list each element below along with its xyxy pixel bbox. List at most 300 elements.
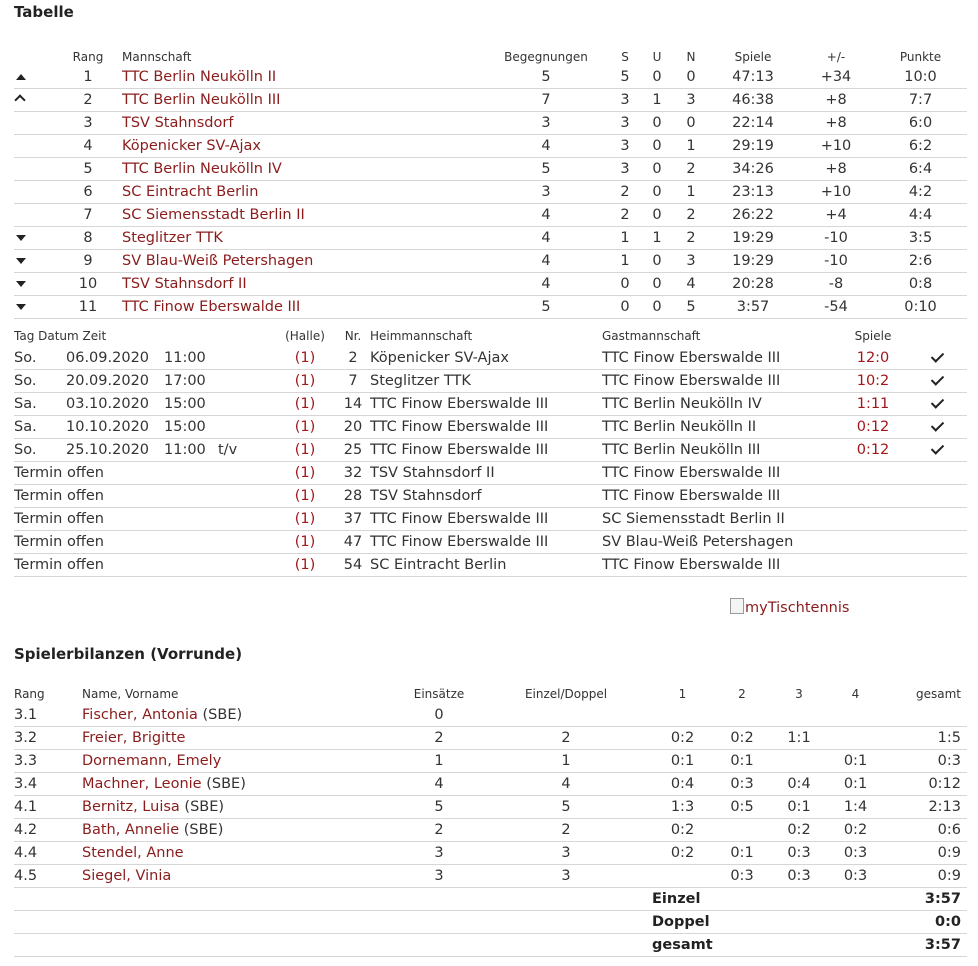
standings-row xyxy=(14,66,967,89)
team-link[interactable]: TTC Berlin Neukölln III xyxy=(122,92,281,108)
header-einzel-doppel: Einzel/Doppel xyxy=(524,687,608,701)
einsaetze: 3 xyxy=(398,842,480,865)
halle-cell xyxy=(274,508,336,531)
heimmannschaft: TTC Finow Eberswalde III xyxy=(370,393,602,416)
spiele: 29:19 xyxy=(708,135,798,158)
date-time-cell xyxy=(14,462,274,485)
match-result-link[interactable]: 0:12 xyxy=(856,442,890,458)
heimmannschaft: SC Eintracht Berlin xyxy=(370,554,602,577)
niederlagen: 3 xyxy=(674,250,708,273)
position-2: 0:3 xyxy=(713,865,771,888)
player-row xyxy=(14,727,967,750)
einzel-doppel xyxy=(480,704,652,727)
checkmark-icon xyxy=(931,441,944,454)
trend-cell xyxy=(14,112,54,135)
heimmannschaft: TTC Finow Eberswalde III xyxy=(370,416,602,439)
punkte: 3:5 xyxy=(874,227,967,250)
termin-offen: Termin offen xyxy=(14,557,104,573)
punkte: 0:8 xyxy=(874,273,967,296)
differenz: +10 xyxy=(798,181,874,204)
trend-down-icon xyxy=(16,235,26,241)
position-4: 0:3 xyxy=(827,865,884,888)
time: 11:00 xyxy=(164,442,206,458)
header-position-4: 4 xyxy=(851,687,860,701)
punkte: 6:2 xyxy=(874,135,967,158)
siege: 2 xyxy=(610,181,640,204)
position-1: 0:2 xyxy=(652,819,713,842)
halle-cell xyxy=(274,462,336,485)
player-name-cell xyxy=(82,819,398,842)
player-name-cell xyxy=(82,704,398,727)
position-2: 0:5 xyxy=(713,796,771,819)
summary-value: 3:57 xyxy=(884,934,967,957)
player-name-cell xyxy=(82,796,398,819)
einsaetze: 5 xyxy=(398,796,480,819)
gesamt: 0:6 xyxy=(884,819,967,842)
approval-cell xyxy=(908,531,967,554)
spiele-cell xyxy=(838,485,908,508)
header-n: N xyxy=(686,50,696,64)
begegnungen: 3 xyxy=(482,112,610,135)
match-nr: 47 xyxy=(336,531,370,554)
team-cell xyxy=(122,112,482,135)
niederlagen: 2 xyxy=(674,227,708,250)
halle-cell xyxy=(274,416,336,439)
match-row xyxy=(14,370,967,393)
team-link[interactable]: TTC Berlin Neukölln II xyxy=(122,69,277,85)
unentschieden: 1 xyxy=(640,227,674,250)
siege: 0 xyxy=(610,296,640,319)
position-3: 0:1 xyxy=(771,796,827,819)
date-time-cell xyxy=(14,508,274,531)
player-row xyxy=(14,704,967,727)
begegnungen: 5 xyxy=(482,66,610,89)
begegnungen: 4 xyxy=(482,204,610,227)
team-link[interactable]: SV Blau-Weiß Petershagen xyxy=(122,253,314,269)
match-row xyxy=(14,393,967,416)
approval-cell xyxy=(908,485,967,508)
player-link[interactable]: Machner, Leonie xyxy=(82,776,202,792)
standings-table xyxy=(14,43,967,319)
match-nr: 7 xyxy=(336,370,370,393)
einsaetze: 2 xyxy=(398,727,480,750)
mytischtennis-logo[interactable] xyxy=(730,598,849,616)
halle-link[interactable]: (1) xyxy=(294,488,316,504)
spiele: 19:29 xyxy=(708,227,798,250)
match-result-link[interactable]: 12:0 xyxy=(856,350,890,366)
approval-cell xyxy=(908,370,967,393)
player-link[interactable]: Bernitz, Luisa xyxy=(82,799,180,815)
checkmark-icon xyxy=(931,349,944,362)
approval-cell xyxy=(908,347,967,370)
position-4 xyxy=(827,727,884,750)
standings-row xyxy=(14,181,967,204)
differenz: -10 xyxy=(798,250,874,273)
trend-down-icon xyxy=(16,281,26,287)
spiele: 23:13 xyxy=(708,181,798,204)
siege: 1 xyxy=(610,250,640,273)
niederlagen: 3 xyxy=(674,89,708,112)
gastmannschaft: TTC Berlin Neukölln II xyxy=(602,416,838,439)
termin-offen: Termin offen xyxy=(14,511,104,527)
unentschieden: 0 xyxy=(640,296,674,319)
punkte: 7:7 xyxy=(874,89,967,112)
differenz: +8 xyxy=(798,158,874,181)
position-4: 0:1 xyxy=(827,773,884,796)
heimmannschaft: Köpenicker SV-Ajax xyxy=(370,347,602,370)
einzel-doppel: 2 xyxy=(480,727,652,750)
halle-cell xyxy=(274,393,336,416)
player-rang: 3.3 xyxy=(14,750,82,773)
gesamt: 0:9 xyxy=(884,865,967,888)
standings-row xyxy=(14,112,967,135)
differenz: +8 xyxy=(798,112,874,135)
approval-cell xyxy=(908,554,967,577)
match-row xyxy=(14,531,967,554)
gastmannschaft: SC Siemensstadt Berlin II xyxy=(602,508,838,531)
header-heimmannschaft: Heimmannschaft xyxy=(370,329,473,343)
halle-link[interactable]: (1) xyxy=(294,511,316,527)
halle-link[interactable]: (1) xyxy=(294,373,316,389)
header-gesamt: gesamt xyxy=(916,687,961,701)
position-2 xyxy=(713,704,771,727)
team-cell xyxy=(122,250,482,273)
standings-row xyxy=(14,89,967,112)
match-result-link[interactable]: 0:12 xyxy=(856,419,890,435)
date-time-cell xyxy=(14,554,274,577)
weekday: So. xyxy=(14,373,37,389)
team-cell xyxy=(122,204,482,227)
punkte: 0:10 xyxy=(874,296,967,319)
team-cell xyxy=(122,89,482,112)
trend-cell xyxy=(14,250,54,273)
position-2: 0:1 xyxy=(713,750,771,773)
team-link[interactable]: TTC Berlin Neukölln IV xyxy=(122,161,282,177)
match-nr: 28 xyxy=(336,485,370,508)
niederlagen: 4 xyxy=(674,273,708,296)
trend-up-caret-icon xyxy=(14,94,25,105)
date: 06.09.2020 xyxy=(66,350,150,366)
differenz: +34 xyxy=(798,66,874,89)
weekday: Sa. xyxy=(14,396,37,412)
punkte: 10:0 xyxy=(874,66,967,89)
differenz: -8 xyxy=(798,273,874,296)
position-1: 0:1 xyxy=(652,750,713,773)
header-position-3: 3 xyxy=(795,687,803,701)
einzel-doppel: 4 xyxy=(480,773,652,796)
spiele: 47:13 xyxy=(708,66,798,89)
niederlagen: 0 xyxy=(674,112,708,135)
player-link[interactable]: Stendel, Anne xyxy=(82,845,184,861)
match-row xyxy=(14,554,967,577)
halle-link[interactable]: (1) xyxy=(294,465,316,481)
niederlagen: 1 xyxy=(674,181,708,204)
niederlagen: 5 xyxy=(674,296,708,319)
date-time-cell xyxy=(14,485,274,508)
header-nr: Nr. xyxy=(344,329,362,343)
rang: 8 xyxy=(54,227,122,250)
date: 20.09.2020 xyxy=(66,373,150,389)
rang: 11 xyxy=(54,296,122,319)
halle-link[interactable]: (1) xyxy=(294,419,316,435)
gastmannschaft: TTC Berlin Neukölln III xyxy=(602,439,838,462)
player-link[interactable]: Bath, Annelie xyxy=(82,822,180,838)
team-link[interactable]: TSV Stahnsdorf II xyxy=(122,276,247,292)
halle-link[interactable]: (1) xyxy=(294,350,316,366)
team-cell xyxy=(122,66,482,89)
player-name-cell xyxy=(82,773,398,796)
position-3 xyxy=(771,704,827,727)
einzel-doppel: 2 xyxy=(480,819,652,842)
unentschieden: 0 xyxy=(640,204,674,227)
checkmark-icon xyxy=(931,418,944,431)
approval-cell xyxy=(908,508,967,531)
gastmannschaft: TTC Finow Eberswalde III xyxy=(602,370,838,393)
halle-link[interactable]: (1) xyxy=(294,396,316,412)
begegnungen: 4 xyxy=(482,227,610,250)
niederlagen: 2 xyxy=(674,204,708,227)
player-link[interactable]: Siegel, Vinia xyxy=(82,868,172,884)
date-time-cell xyxy=(14,393,274,416)
approval-cell xyxy=(908,416,967,439)
sbe-tag: (SBE) xyxy=(202,707,243,723)
termin-offen: Termin offen xyxy=(14,488,104,504)
rang: 5 xyxy=(54,158,122,181)
begegnungen: 4 xyxy=(482,273,610,296)
match-nr: 37 xyxy=(336,508,370,531)
header-position-2: 2 xyxy=(738,687,746,701)
gastmannschaft: SV Blau-Weiß Petershagen xyxy=(602,531,838,554)
match-row xyxy=(14,439,967,462)
trend-down-icon xyxy=(16,304,26,310)
gastmannschaft: TTC Finow Eberswalde III xyxy=(602,347,838,370)
begegnungen: 3 xyxy=(482,181,610,204)
team-link[interactable]: Köpenicker SV-Ajax xyxy=(122,138,261,154)
player-rang: 3.1 xyxy=(14,704,82,727)
halle-link[interactable]: (1) xyxy=(294,534,316,550)
begegnungen: 4 xyxy=(482,135,610,158)
position-2: 0:1 xyxy=(713,842,771,865)
player-rang: 3.4 xyxy=(14,773,82,796)
begegnungen: 5 xyxy=(482,158,610,181)
differenz: -54 xyxy=(798,296,874,319)
player-row xyxy=(14,750,967,773)
header-rang: Rang xyxy=(14,687,45,701)
trend-cell xyxy=(14,66,54,89)
player-row xyxy=(14,842,967,865)
position-3: 0:3 xyxy=(771,865,827,888)
standings-row xyxy=(14,227,967,250)
einsaetze: 4 xyxy=(398,773,480,796)
player-name-cell xyxy=(82,865,398,888)
sbe-tag: (SBE) xyxy=(183,822,224,838)
standings-row xyxy=(14,296,967,319)
niederlagen: 1 xyxy=(674,135,708,158)
player-name-cell xyxy=(82,842,398,865)
team-link[interactable]: Steglitzer TTK xyxy=(122,230,223,246)
einsaetze: 1 xyxy=(398,750,480,773)
date: 25.10.2020 xyxy=(66,442,150,458)
punkte: 4:4 xyxy=(874,204,967,227)
match-nr: 54 xyxy=(336,554,370,577)
position-4: 1:4 xyxy=(827,796,884,819)
header-gastmannschaft: Gastmannschaft xyxy=(602,329,701,343)
gesamt: 0:12 xyxy=(884,773,967,796)
siege: 1 xyxy=(610,227,640,250)
standings-row xyxy=(14,135,967,158)
punkte: 4:2 xyxy=(874,181,967,204)
siege: 5 xyxy=(610,66,640,89)
header-tag-datum-zeit: Tag Datum Zeit xyxy=(14,329,107,343)
trend-cell xyxy=(14,89,54,112)
header-u: U xyxy=(652,50,662,64)
einzel-doppel: 3 xyxy=(480,842,652,865)
spiele: 22:14 xyxy=(708,112,798,135)
header-s: S xyxy=(621,50,629,64)
header-name: Name, Vorname xyxy=(82,687,179,701)
header-position-1: 1 xyxy=(678,687,687,701)
match-nr: 25 xyxy=(336,439,370,462)
standings-header xyxy=(14,43,967,66)
checkmark-icon xyxy=(931,372,944,385)
position-1: 0:4 xyxy=(652,773,713,796)
tabelle-title: Tabelle xyxy=(14,3,74,21)
rang: 4 xyxy=(54,135,122,158)
trend-down-icon xyxy=(16,258,26,264)
spiele: 46:38 xyxy=(708,89,798,112)
time: 11:00 xyxy=(164,350,206,366)
player-name-cell xyxy=(82,750,398,773)
niederlagen: 0 xyxy=(674,66,708,89)
summary-value: 3:57 xyxy=(884,888,967,911)
differenz: -10 xyxy=(798,227,874,250)
heimmannschaft: TSV Stahnsdorf xyxy=(370,485,602,508)
team-link[interactable]: SC Eintracht Berlin xyxy=(122,184,259,200)
summary-label: gesamt xyxy=(652,934,884,957)
logo-alt-text: myTischtennis xyxy=(745,600,850,616)
weekday: So. xyxy=(14,350,37,366)
summary-row xyxy=(14,934,967,957)
trend-cell xyxy=(14,135,54,158)
halle-cell xyxy=(274,370,336,393)
unentschieden: 0 xyxy=(640,135,674,158)
trend-cell xyxy=(14,227,54,250)
header-punkte: Punkte xyxy=(899,50,942,64)
halle-link[interactable]: (1) xyxy=(294,442,316,458)
sbe-tag: (SBE) xyxy=(184,799,225,815)
spiele-cell xyxy=(838,393,908,416)
rang: 3 xyxy=(54,112,122,135)
player-row xyxy=(14,796,967,819)
siege: 2 xyxy=(610,204,640,227)
trend-up-icon xyxy=(16,74,26,80)
halle-cell xyxy=(274,485,336,508)
team-cell xyxy=(122,227,482,250)
rang: 2 xyxy=(54,89,122,112)
position-4: 0:3 xyxy=(827,842,884,865)
rang: 9 xyxy=(54,250,122,273)
summary-label: Doppel xyxy=(652,911,884,934)
rang: 7 xyxy=(54,204,122,227)
header-rang: Rang xyxy=(72,50,104,64)
rang: 10 xyxy=(54,273,122,296)
einsaetze: 0 xyxy=(398,704,480,727)
begegnungen: 4 xyxy=(482,250,610,273)
standings-row xyxy=(14,273,967,296)
halle-link[interactable]: (1) xyxy=(294,557,316,573)
unentschieden: 1 xyxy=(640,89,674,112)
position-3 xyxy=(771,750,827,773)
heimmannschaft: TSV Stahnsdorf II xyxy=(370,462,602,485)
position-3: 0:2 xyxy=(771,819,827,842)
gesamt: 2:13 xyxy=(884,796,967,819)
position-3: 1:1 xyxy=(771,727,827,750)
team-link[interactable]: TSV Stahnsdorf xyxy=(122,115,234,131)
summary-value: 0:0 xyxy=(884,911,967,934)
standings-row xyxy=(14,204,967,227)
team-link[interactable]: TTC Finow Eberswalde III xyxy=(122,299,301,315)
sbe-tag: (SBE) xyxy=(206,776,246,792)
spiele-cell xyxy=(838,554,908,577)
heimmannschaft: TTC Finow Eberswalde III xyxy=(370,531,602,554)
heimmannschaft: TTC Finow Eberswalde III xyxy=(370,439,602,462)
match-row xyxy=(14,462,967,485)
team-link[interactable]: SC Siemensstadt Berlin II xyxy=(122,207,305,223)
spiele-cell xyxy=(838,462,908,485)
approval-cell xyxy=(908,462,967,485)
player-link[interactable]: Fischer, Antonia xyxy=(82,707,198,723)
einsaetze: 3 xyxy=(398,865,480,888)
position-3: 0:3 xyxy=(771,842,827,865)
trend-cell xyxy=(14,273,54,296)
einzel-doppel: 3 xyxy=(480,865,652,888)
match-row xyxy=(14,485,967,508)
team-cell xyxy=(122,273,482,296)
standings-row xyxy=(14,158,967,181)
position-1: 0:2 xyxy=(652,842,713,865)
date: 10.10.2020 xyxy=(66,419,150,435)
team-cell xyxy=(122,296,482,319)
spiele-cell xyxy=(838,531,908,554)
player-link[interactable]: Freier, Brigitte xyxy=(82,730,186,746)
termin-offen: Termin offen xyxy=(14,534,104,550)
header-mannschaft: Mannschaft xyxy=(122,50,192,64)
player-row xyxy=(14,865,967,888)
player-link[interactable]: Dornemann, Emely xyxy=(82,753,222,769)
heimmannschaft: Steglitzer TTK xyxy=(370,370,602,393)
siege: 0 xyxy=(610,273,640,296)
match-flag: t/v xyxy=(218,442,238,458)
gastmannschaft: TTC Berlin Neukölln IV xyxy=(602,393,838,416)
einzel-doppel: 5 xyxy=(480,796,652,819)
punkte: 6:0 xyxy=(874,112,967,135)
match-result-link[interactable]: 10:2 xyxy=(856,373,890,389)
broken-image-icon xyxy=(730,598,744,614)
player-rang: 4.2 xyxy=(14,819,82,842)
halle-cell xyxy=(274,531,336,554)
player-name-cell xyxy=(82,727,398,750)
rang: 1 xyxy=(54,66,122,89)
summary-label: Einzel xyxy=(652,888,884,911)
time: 17:00 xyxy=(164,373,206,389)
date-time-cell xyxy=(14,347,274,370)
position-2: 0:2 xyxy=(713,727,771,750)
spiele-cell xyxy=(838,370,908,393)
position-1: 1:3 xyxy=(652,796,713,819)
position-1 xyxy=(652,704,713,727)
match-result-link[interactable]: 1:11 xyxy=(856,396,890,412)
siege: 3 xyxy=(610,158,640,181)
